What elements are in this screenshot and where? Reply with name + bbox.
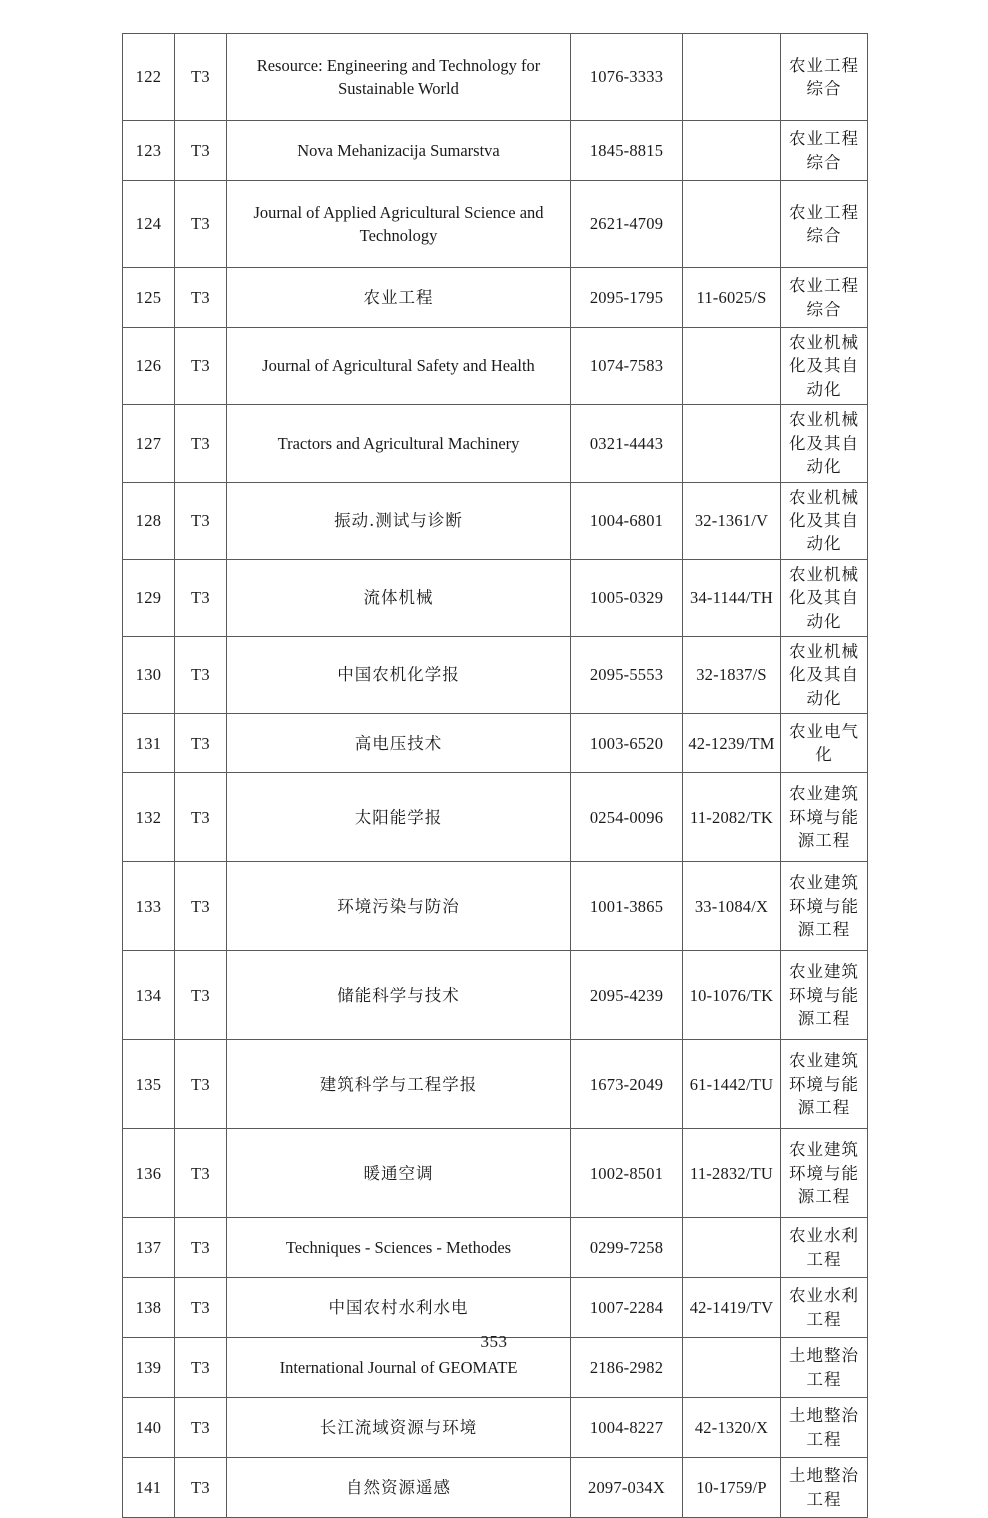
table-row xyxy=(123,862,868,951)
cell-issn: 1074-7583 xyxy=(571,328,683,405)
cell-journal-title: 自然资源遥感 xyxy=(227,1458,571,1518)
cell-journal-title: 建筑科学与工程学报 xyxy=(227,1040,571,1129)
cell-journal-title: 暖通空调 xyxy=(227,1129,571,1218)
cell-tier: T3 xyxy=(175,1458,227,1518)
table-row xyxy=(123,405,868,482)
table-row xyxy=(123,268,868,328)
table-row xyxy=(123,559,868,636)
cell-tier: T3 xyxy=(175,1129,227,1218)
cell-row-number: 122 xyxy=(123,34,175,121)
cell-tier: T3 xyxy=(175,559,227,636)
table-row xyxy=(123,637,868,714)
cell-journal-title: Nova Mehanizacija Sumarstva xyxy=(227,121,571,181)
cell-cn xyxy=(683,34,781,121)
cell-category: 农业工程综合 xyxy=(781,181,868,268)
cell-category: 土地整治工程 xyxy=(781,1338,868,1398)
cell-journal-title: 高电压技术 xyxy=(227,714,571,773)
cell-journal-title: 中国农机化学报 xyxy=(227,637,571,714)
cell-cn: 10-1759/P xyxy=(683,1458,781,1518)
cell-issn: 2621-4709 xyxy=(571,181,683,268)
cell-category: 农业水利工程 xyxy=(781,1218,868,1278)
cell-tier: T3 xyxy=(175,1218,227,1278)
cell-row-number: 125 xyxy=(123,268,175,328)
table-row xyxy=(123,1218,868,1278)
cell-row-number: 135 xyxy=(123,1040,175,1129)
cell-journal-title: 振动.测试与诊断 xyxy=(227,482,571,559)
cell-journal-title: Journal of Applied Agricultural Science and Technology xyxy=(227,181,571,268)
cell-issn: 2095-5553 xyxy=(571,637,683,714)
cell-tier: T3 xyxy=(175,405,227,482)
cell-row-number: 132 xyxy=(123,773,175,862)
cell-issn: 0254-0096 xyxy=(571,773,683,862)
cell-tier: T3 xyxy=(175,862,227,951)
cell-row-number: 133 xyxy=(123,862,175,951)
cell-issn: 0321-4443 xyxy=(571,405,683,482)
table-row xyxy=(123,34,868,121)
cell-cn xyxy=(683,405,781,482)
cell-issn: 2095-4239 xyxy=(571,951,683,1040)
cell-issn: 2095-1795 xyxy=(571,268,683,328)
cell-row-number: 140 xyxy=(123,1398,175,1458)
cell-category: 农业工程综合 xyxy=(781,268,868,328)
cell-tier: T3 xyxy=(175,637,227,714)
cell-journal-title: Tractors and Agricultural Machinery xyxy=(227,405,571,482)
cell-issn: 1001-3865 xyxy=(571,862,683,951)
cell-row-number: 130 xyxy=(123,637,175,714)
cell-journal-title: 中国农村水利水电 xyxy=(227,1278,571,1338)
cell-category: 农业建筑环境与能源工程 xyxy=(781,951,868,1040)
cell-issn: 1004-6801 xyxy=(571,482,683,559)
cell-category: 农业建筑环境与能源工程 xyxy=(781,773,868,862)
table-row xyxy=(123,181,868,268)
cell-category: 农业机械化及其自动化 xyxy=(781,482,868,559)
table-row xyxy=(123,482,868,559)
cell-issn: 1005-0329 xyxy=(571,559,683,636)
cell-row-number: 131 xyxy=(123,714,175,773)
cell-cn: 61-1442/TU xyxy=(683,1040,781,1129)
cell-issn: 1007-2284 xyxy=(571,1278,683,1338)
cell-journal-title: 储能科学与技术 xyxy=(227,951,571,1040)
cell-category: 农业机械化及其自动化 xyxy=(781,328,868,405)
table-row xyxy=(123,1040,868,1129)
cell-cn xyxy=(683,121,781,181)
table-row xyxy=(123,1129,868,1218)
cell-issn: 1076-3333 xyxy=(571,34,683,121)
cell-category: 农业建筑环境与能源工程 xyxy=(781,862,868,951)
cell-row-number: 129 xyxy=(123,559,175,636)
table-row xyxy=(123,773,868,862)
cell-journal-title: Techniques - Sciences - Methodes xyxy=(227,1218,571,1278)
cell-cn: 11-2832/TU xyxy=(683,1129,781,1218)
table-row xyxy=(123,328,868,405)
cell-category: 农业机械化及其自动化 xyxy=(781,559,868,636)
cell-row-number: 138 xyxy=(123,1278,175,1338)
table-row xyxy=(123,1278,868,1338)
cell-issn: 1845-8815 xyxy=(571,121,683,181)
cell-tier: T3 xyxy=(175,1278,227,1338)
cell-category: 农业工程综合 xyxy=(781,121,868,181)
cell-cn xyxy=(683,181,781,268)
cell-tier: T3 xyxy=(175,1398,227,1458)
cell-category: 土地整治工程 xyxy=(781,1398,868,1458)
cell-cn: 10-1076/TK xyxy=(683,951,781,1040)
cell-tier: T3 xyxy=(175,951,227,1040)
cell-issn: 0299-7258 xyxy=(571,1218,683,1278)
cell-issn: 2097-034X xyxy=(571,1458,683,1518)
cell-category: 农业水利工程 xyxy=(781,1278,868,1338)
cell-category: 农业建筑环境与能源工程 xyxy=(781,1040,868,1129)
cell-row-number: 134 xyxy=(123,951,175,1040)
cell-row-number: 128 xyxy=(123,482,175,559)
journal-table xyxy=(122,33,868,1518)
cell-category: 农业电气化 xyxy=(781,714,868,773)
journal-table-container xyxy=(122,33,867,1518)
cell-tier: T3 xyxy=(175,773,227,862)
cell-journal-title: 流体机械 xyxy=(227,559,571,636)
table-row xyxy=(123,951,868,1040)
cell-category: 农业工程综合 xyxy=(781,34,868,121)
cell-journal-title: Resource: Engineering and Technology for Sustainable World xyxy=(227,34,571,121)
page-number: 353 xyxy=(480,1332,508,1351)
cell-journal-title: 长江流域资源与环境 xyxy=(227,1398,571,1458)
table-row xyxy=(123,121,868,181)
cell-tier: T3 xyxy=(175,181,227,268)
cell-cn: 42-1239/TM xyxy=(683,714,781,773)
cell-cn: 33-1084/X xyxy=(683,862,781,951)
cell-tier: T3 xyxy=(175,268,227,328)
cell-tier: T3 xyxy=(175,1338,227,1398)
cell-category: 农业机械化及其自动化 xyxy=(781,405,868,482)
cell-category: 农业建筑环境与能源工程 xyxy=(781,1129,868,1218)
cell-category: 土地整治工程 xyxy=(781,1458,868,1518)
cell-cn: 32-1837/S xyxy=(683,637,781,714)
cell-journal-title: 环境污染与防治 xyxy=(227,862,571,951)
cell-journal-title: 农业工程 xyxy=(227,268,571,328)
cell-row-number: 127 xyxy=(123,405,175,482)
cell-cn xyxy=(683,1218,781,1278)
cell-tier: T3 xyxy=(175,328,227,405)
cell-row-number: 123 xyxy=(123,121,175,181)
table-row xyxy=(123,714,868,773)
cell-tier: T3 xyxy=(175,714,227,773)
cell-tier: T3 xyxy=(175,121,227,181)
table-row xyxy=(123,1398,868,1458)
cell-row-number: 137 xyxy=(123,1218,175,1278)
cell-cn: 11-6025/S xyxy=(683,268,781,328)
cell-tier: T3 xyxy=(175,34,227,121)
cell-row-number: 126 xyxy=(123,328,175,405)
cell-issn: 1004-8227 xyxy=(571,1398,683,1458)
cell-row-number: 141 xyxy=(123,1458,175,1518)
cell-cn xyxy=(683,328,781,405)
cell-journal-title: 太阳能学报 xyxy=(227,773,571,862)
cell-issn: 1003-6520 xyxy=(571,714,683,773)
table-row xyxy=(123,1458,868,1518)
cell-journal-title: Journal of Agricultural Safety and Health xyxy=(227,328,571,405)
cell-cn: 11-2082/TK xyxy=(683,773,781,862)
cell-journal-title: International Journal of GEOMATE xyxy=(227,1338,571,1398)
cell-tier: T3 xyxy=(175,1040,227,1129)
cell-issn: 1002-8501 xyxy=(571,1129,683,1218)
journal-table-body xyxy=(123,34,868,1518)
cell-issn: 1673-2049 xyxy=(571,1040,683,1129)
cell-cn: 34-1144/TH xyxy=(683,559,781,636)
cell-cn: 42-1419/TV xyxy=(683,1278,781,1338)
cell-issn: 2186-2982 xyxy=(571,1338,683,1398)
cell-cn: 42-1320/X xyxy=(683,1398,781,1458)
cell-row-number: 139 xyxy=(123,1338,175,1398)
cell-category: 农业机械化及其自动化 xyxy=(781,637,868,714)
cell-cn: 32-1361/V xyxy=(683,482,781,559)
cell-row-number: 124 xyxy=(123,181,175,268)
cell-tier: T3 xyxy=(175,482,227,559)
cell-row-number: 136 xyxy=(123,1129,175,1218)
